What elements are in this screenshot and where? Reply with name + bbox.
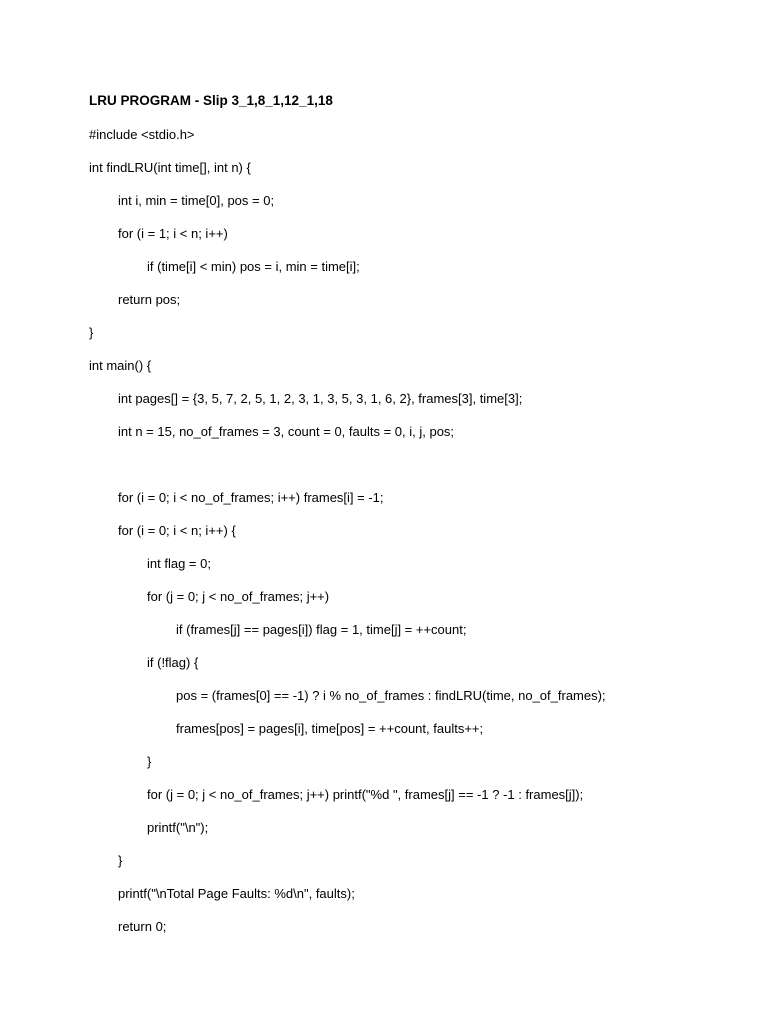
- code-line-main-return: return 0;: [118, 919, 167, 934]
- code-line-findlru-loop: for (i = 1; i < n; i++): [118, 226, 228, 241]
- code-line-main-signature: int main() {: [89, 358, 152, 373]
- code-line-hit-check: if (frames[j] == pages[i]) flag = 1, time[j] = ++count;: [176, 622, 467, 637]
- code-line-findlru-signature: int findLRU(int time[], int n) {: [89, 160, 251, 175]
- code-line-inner-loop: for (j = 0; j < no_of_frames; j++): [147, 589, 330, 604]
- code-line-pages-decl: int pages[] = {3, 5, 7, 2, 5, 1, 2, 3, 1, 3, 5, 3, 1, 6, 2}, frames[3], time[3];: [118, 391, 523, 406]
- code-line-findlru-close: }: [89, 325, 94, 340]
- code-line-print-faults: printf("\nTotal Page Faults: %d\n", faults);: [118, 886, 355, 901]
- code-line-miss-if: if (!flag) {: [147, 655, 199, 670]
- code-line-frame-replace: frames[pos] = pages[i], time[pos] = ++count, faults++;: [176, 721, 484, 736]
- code-line-main-loop-close: }: [118, 853, 123, 868]
- code-line-pos-assign: pos = (frames[0] == -1) ? i % no_of_frames : findLRU(time, no_of_frames);: [176, 688, 606, 703]
- code-line-flag-decl: int flag = 0;: [147, 556, 211, 571]
- code-line-print-newline: printf("\n");: [147, 820, 209, 835]
- code-line-miss-close: }: [147, 754, 152, 769]
- code-line-vars-decl: int n = 15, no_of_frames = 3, count = 0, faults = 0, i, j, pos;: [118, 424, 455, 439]
- code-line-findlru-decl: int i, min = time[0], pos = 0;: [118, 193, 275, 208]
- code-line-main-loop: for (i = 0; i < n; i++) {: [118, 523, 236, 538]
- document-title: LRU PROGRAM - Slip 3_1,8_1,12_1,18: [89, 93, 333, 108]
- code-line-init-frames: for (i = 0; i < no_of_frames; i++) frames[i] = -1;: [118, 490, 384, 505]
- code-line-findlru-return: return pos;: [118, 292, 181, 307]
- code-line-findlru-if: if (time[i] < min) pos = i, min = time[i];: [147, 259, 360, 274]
- code-line-include: #include <stdio.h>: [89, 127, 195, 142]
- code-line-print-frames: for (j = 0; j < no_of_frames; j++) printf("%d ", frames[j] == -1 ? -1 : frames[j]);: [147, 787, 584, 802]
